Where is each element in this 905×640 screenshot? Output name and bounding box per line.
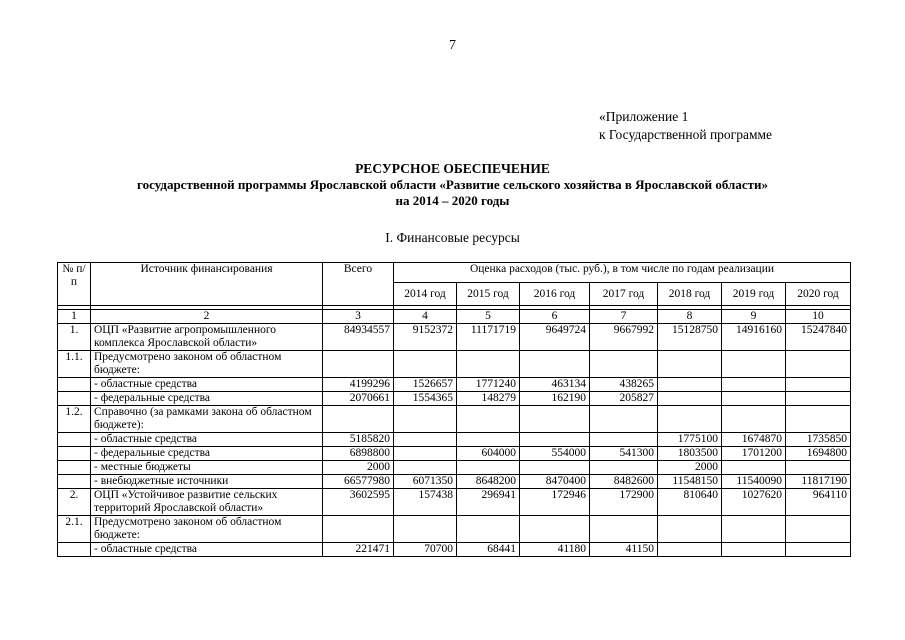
year-value — [394, 406, 457, 433]
year-value: 8470400 — [520, 475, 590, 489]
funding-source: ОЦП «Устойчивое развитие сельских территорий Ярославской области» — [91, 489, 323, 516]
year-value — [520, 461, 590, 475]
year-value: 15128750 — [658, 324, 722, 351]
year-value: 162190 — [520, 392, 590, 406]
header-year: 2014 год — [394, 283, 457, 306]
year-value: 41180 — [520, 543, 590, 557]
column-number: 6 — [520, 310, 590, 324]
header-year: 2019 год — [722, 283, 786, 306]
total-value — [323, 406, 394, 433]
appendix-line-2: к Государственной программе — [599, 127, 773, 142]
row-number: 1.2. — [58, 406, 91, 433]
year-value: 1674870 — [722, 433, 786, 447]
year-value — [520, 351, 590, 378]
year-value — [658, 406, 722, 433]
year-value: 1775100 — [658, 433, 722, 447]
funding-source: - областные средства — [91, 543, 323, 557]
year-value — [457, 461, 520, 475]
row-number — [58, 543, 91, 557]
column-number: 9 — [722, 310, 786, 324]
funding-source: Предусмотрено законом об областном бюджете: — [91, 351, 323, 378]
funding-source: Предусмотрено законом об областном бюджете: — [91, 516, 323, 543]
year-value: 157438 — [394, 489, 457, 516]
table-row — [58, 489, 851, 516]
total-value — [323, 351, 394, 378]
year-value: 1554365 — [394, 392, 457, 406]
year-value: 9667992 — [590, 324, 658, 351]
total-value — [323, 516, 394, 543]
year-value: 41150 — [590, 543, 658, 557]
total-value: 6898800 — [323, 447, 394, 461]
total-value: 2000 — [323, 461, 394, 475]
year-value: 11817190 — [786, 475, 851, 489]
year-value — [590, 406, 658, 433]
column-number: 10 — [786, 310, 851, 324]
year-value: 438265 — [590, 378, 658, 392]
title-line-3: на 2014 – 2020 годы — [395, 193, 510, 208]
section-title: I. Финансовые ресурсы — [385, 230, 520, 245]
funding-source: - местные бюджеты — [91, 461, 323, 475]
year-value: 1701200 — [722, 447, 786, 461]
row-number: 1.1. — [58, 351, 91, 378]
total-value: 221471 — [323, 543, 394, 557]
column-number: 8 — [658, 310, 722, 324]
total-value: 84934557 — [323, 324, 394, 351]
year-value: 296941 — [457, 489, 520, 516]
header-year: 2015 год — [457, 283, 520, 306]
year-value — [658, 351, 722, 378]
header-year: 2017 год — [590, 283, 658, 306]
year-value — [722, 461, 786, 475]
column-number: 7 — [590, 310, 658, 324]
year-value — [722, 392, 786, 406]
row-number — [58, 378, 91, 392]
year-value: 15247840 — [786, 324, 851, 351]
funding-source: - внебюджетные источники — [91, 475, 323, 489]
year-value: 463134 — [520, 378, 590, 392]
year-value: 1803500 — [658, 447, 722, 461]
total-value: 4199296 — [323, 378, 394, 392]
funding-source: - федеральные средства — [91, 447, 323, 461]
year-value — [658, 392, 722, 406]
year-value — [590, 461, 658, 475]
year-value — [786, 461, 851, 475]
title-line-1: РЕСУРСНОЕ ОБЕСПЕЧЕНИЕ — [355, 161, 550, 176]
funding-source: - областные средства — [91, 433, 323, 447]
year-value: 70700 — [394, 543, 457, 557]
year-value: 1771240 — [457, 378, 520, 392]
total-value: 2070661 — [323, 392, 394, 406]
funding-source: - областные средства — [91, 378, 323, 392]
row-number: 2. — [58, 489, 91, 516]
header-estimate: Оценка расходов (тыс. руб.), в том числе по годам реализации — [394, 263, 851, 283]
year-value — [394, 516, 457, 543]
year-value: 964110 — [786, 489, 851, 516]
total-value: 5185820 — [323, 433, 394, 447]
year-value: 604000 — [457, 447, 520, 461]
row-number — [58, 433, 91, 447]
year-value — [457, 433, 520, 447]
year-value — [786, 378, 851, 392]
table-row — [58, 351, 851, 378]
year-value — [658, 378, 722, 392]
header-num: № п/п — [58, 263, 91, 306]
funding-source: Справочно (за рамками закона об областном бюджете): — [91, 406, 323, 433]
year-value: 554000 — [520, 447, 590, 461]
year-value — [658, 516, 722, 543]
table-row — [58, 461, 851, 475]
table-row — [58, 324, 851, 351]
year-value: 11540090 — [722, 475, 786, 489]
year-value: 172900 — [590, 489, 658, 516]
year-value: 1735850 — [786, 433, 851, 447]
year-value: 14916160 — [722, 324, 786, 351]
year-value — [520, 433, 590, 447]
year-value — [590, 433, 658, 447]
year-value: 8648200 — [457, 475, 520, 489]
year-value: 11548150 — [658, 475, 722, 489]
year-value: 68441 — [457, 543, 520, 557]
year-value — [394, 433, 457, 447]
year-value — [394, 461, 457, 475]
header-year: 2020 год — [786, 283, 851, 306]
total-value: 3602595 — [323, 489, 394, 516]
financial-resources-table — [57, 262, 851, 557]
total-value: 66577980 — [323, 475, 394, 489]
year-value — [786, 351, 851, 378]
year-value — [786, 406, 851, 433]
row-number — [58, 475, 91, 489]
row-number: 1. — [58, 324, 91, 351]
table-row — [58, 543, 851, 557]
column-numbers-row — [58, 310, 851, 324]
appendix-line-1: «Приложение 1 — [599, 109, 689, 124]
year-value: 810640 — [658, 489, 722, 516]
column-number: 5 — [457, 310, 520, 324]
table-row — [58, 406, 851, 433]
year-value: 11171719 — [457, 324, 520, 351]
document-title — [0, 161, 905, 209]
year-value: 1694800 — [786, 447, 851, 461]
table-row — [58, 475, 851, 489]
row-number: 2.1. — [58, 516, 91, 543]
year-value: 541300 — [590, 447, 658, 461]
year-value: 9649724 — [520, 324, 590, 351]
year-value: 2000 — [658, 461, 722, 475]
year-value: 6071350 — [394, 475, 457, 489]
year-value — [394, 447, 457, 461]
column-number: 2 — [91, 310, 323, 324]
funding-source: ОЦП «Развитие агропромышленного комплекса Ярославской области» — [91, 324, 323, 351]
page-number: 7 — [449, 38, 456, 53]
year-value — [722, 406, 786, 433]
year-value — [520, 406, 590, 433]
table-row — [58, 516, 851, 543]
year-value — [786, 516, 851, 543]
year-value — [722, 351, 786, 378]
title-line-2: государственной программы Ярославской области «Развитие сельского хозяйства в Ярославской области» — [137, 177, 768, 192]
year-value — [658, 543, 722, 557]
year-value — [786, 543, 851, 557]
row-number — [58, 392, 91, 406]
table-row — [58, 378, 851, 392]
year-value — [457, 406, 520, 433]
appendix-note — [599, 108, 772, 144]
year-value: 8482600 — [590, 475, 658, 489]
header-source: Источник финансирования — [91, 263, 323, 306]
year-value — [520, 516, 590, 543]
year-value — [590, 351, 658, 378]
table-row — [58, 433, 851, 447]
year-value — [457, 351, 520, 378]
year-value: 1526657 — [394, 378, 457, 392]
table-row — [58, 392, 851, 406]
year-value — [722, 543, 786, 557]
year-value: 148279 — [457, 392, 520, 406]
header-year: 2016 год — [520, 283, 590, 306]
year-value: 1027620 — [722, 489, 786, 516]
year-value: 205827 — [590, 392, 658, 406]
column-number: 1 — [58, 310, 91, 324]
year-value — [722, 516, 786, 543]
header-total: Всего — [323, 263, 394, 306]
column-number: 4 — [394, 310, 457, 324]
funding-source: - федеральные средства — [91, 392, 323, 406]
year-value: 9152372 — [394, 324, 457, 351]
row-number — [58, 461, 91, 475]
year-value — [722, 378, 786, 392]
column-number: 3 — [323, 310, 394, 324]
row-number — [58, 447, 91, 461]
table-row — [58, 447, 851, 461]
year-value: 172946 — [520, 489, 590, 516]
year-value — [590, 516, 658, 543]
header-year: 2018 год — [658, 283, 722, 306]
year-value — [786, 392, 851, 406]
year-value — [394, 351, 457, 378]
year-value — [457, 516, 520, 543]
